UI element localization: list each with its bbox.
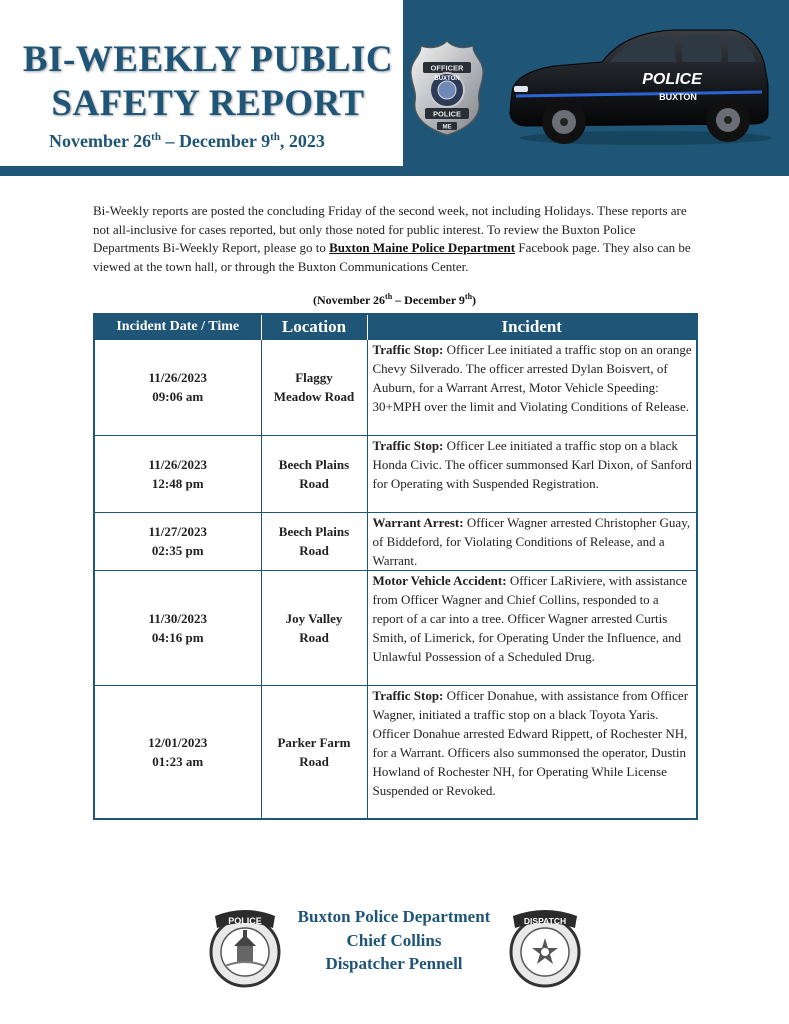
header-location: Location (261, 314, 367, 339)
incident-time: 04:16 pm (151, 629, 204, 645)
seal-left-label: POLICE (228, 916, 262, 926)
incident-datetime (94, 512, 261, 570)
location-line1: Joy Valley (285, 610, 343, 626)
incident-table (93, 313, 698, 820)
header-divider (0, 166, 789, 176)
period-year: , 2023 (279, 131, 325, 151)
incident-date: 12/01/2023 (148, 734, 208, 750)
incident-time: 02:35 pm (151, 543, 204, 558)
range-start: (November 26 (312, 293, 386, 307)
incident-date: 11/26/2023 (148, 456, 207, 472)
period-start: November 26 (49, 131, 152, 151)
incident-location (261, 435, 367, 512)
location-line1: Flaggy (295, 370, 333, 385)
incident-date: 11/27/2023 (148, 524, 207, 539)
location-line2: Road (299, 629, 329, 645)
table-row (94, 685, 697, 819)
incident-datetime (94, 435, 261, 512)
range-end: – December 9 (392, 293, 465, 307)
incident-location (261, 339, 367, 435)
report-header (0, 0, 789, 176)
incident-description (367, 570, 697, 685)
table-date-range (0, 293, 789, 308)
incident-time: 12:48 pm (151, 475, 204, 491)
footer-signature (280, 905, 508, 976)
report-title-line2: SAFETY REPORT (51, 83, 365, 124)
table-header-row (94, 314, 697, 339)
report-title (18, 38, 398, 126)
badge-text-police: POLICE (433, 109, 461, 119)
incident-time: 09:06 am (152, 389, 204, 404)
range-start-suffix: th (385, 292, 393, 301)
incident-type: Traffic Stop: (372, 341, 444, 357)
intro-text-before: Bi-Weekly reports are posted the concluding Friday of the second week, not including Holidays. These reports are not all-inclusive for cases reported, but only those noted for public interest. To review the Buxton Police Departments Bi-Weekly Report, please go to (93, 203, 687, 255)
incident-time: 01:23 am (152, 753, 204, 769)
incident-datetime (94, 339, 261, 435)
period-start-suffix: th (151, 131, 161, 143)
footer-department: Buxton Police Department (297, 907, 491, 926)
dispatch-seal-icon (507, 906, 583, 990)
police-seal-icon (207, 906, 283, 990)
incident-description (367, 435, 697, 512)
table-row (94, 512, 697, 570)
facebook-page-link[interactable]: Buxton Maine Police Department (329, 240, 516, 255)
range-close: ) (472, 293, 477, 307)
incident-location (261, 512, 367, 570)
footer-dispatcher: Dispatcher Pennell (325, 954, 463, 973)
incident-description (367, 685, 697, 819)
incident-location (261, 570, 367, 685)
incident-type: Warrant Arrest: (372, 514, 464, 530)
incident-location (261, 685, 367, 819)
incident-text: Officer Donahue, with assistance from Officer Wagner, initiated a traffic stop on a black Toyota Yaris. Officer Donahue arrested Edward Rippett, of Rochester NH, for a Warrant. Officers also summonsed the operator, Dustin Howland of Rochester NH, for Operating While License Suspended or Revoked. (372, 687, 689, 798)
report-title-line1: BI-WEEKLY PUBLIC (22, 39, 394, 80)
location-line1: Beech Plains (278, 456, 350, 472)
incident-text: Officer LaRiviere, with assistance from Officer Wagner and Chief Collins, responded to a report of a car into a tree. Officer Wagner arrested Curtis Smith, of Limerick, for Operating Under the Influence, and Unlawful Possession of a Scheduled Drug. (372, 572, 688, 664)
period-end-suffix: th (270, 131, 280, 143)
location-line1: Parker Farm (277, 734, 351, 750)
incident-text: Officer Wagner arrested Christopher Guay, of Biddeford, for Violating Conditions of Release, and a Warrant. (372, 514, 691, 568)
incident-description (367, 512, 697, 570)
location-line2: Road (299, 543, 329, 558)
incident-description (367, 339, 697, 435)
seal-right-label: DISPATCH (523, 916, 567, 926)
incident-date: 11/26/2023 (148, 370, 207, 385)
intro-paragraph (93, 202, 698, 276)
header-incident: Incident (367, 314, 697, 339)
incident-text: Officer Lee initiated a traffic stop on a black Honda Civic. The officer summonsed Karl Dixon, of Sanford for Operating with Suspended Registration. (372, 437, 692, 491)
period-end: – December 9 (160, 131, 271, 151)
table-row (94, 339, 697, 435)
intro-text-after: Facebook page. They also can be viewed at the town hall, or through the Buxton Communications Center. (93, 240, 691, 274)
footer-chief: Chief Collins (346, 930, 442, 950)
report-period (49, 131, 325, 152)
badge-text-state: ME (442, 124, 452, 131)
police-car-icon (506, 22, 774, 148)
table-row (94, 570, 697, 685)
police-badge-icon (407, 38, 487, 138)
location-line2: Road (299, 753, 329, 769)
car-town-text: BUXTON (659, 92, 697, 102)
badge-text-town: BUXTON (434, 76, 460, 82)
header-date-time: Incident Date / Time (94, 314, 261, 339)
badge-text-officer: OFFICER (430, 63, 464, 73)
location-line2: Meadow Road (273, 389, 355, 404)
incident-type: Traffic Stop: (372, 437, 444, 453)
range-end-suffix: th (464, 292, 473, 301)
location-line2: Road (299, 475, 329, 491)
incident-text: Officer Lee initiated a traffic stop on an orange Chevy Silverado. The officer arrested Dylan Boisvert, of Auburn, for a Warrant Arrest, Motor Vehicle Speeding: 30+MPH over the limit and Violating Conditions of Release. (372, 341, 692, 414)
incident-datetime (94, 685, 261, 819)
table-row (94, 435, 697, 512)
car-door-text: POLICE (642, 71, 702, 88)
incident-type: Motor Vehicle Accident: (372, 572, 507, 588)
location-line1: Beech Plains (278, 524, 350, 539)
incident-datetime (94, 570, 261, 685)
incident-date: 11/30/2023 (148, 610, 207, 626)
incident-type: Traffic Stop: (372, 687, 444, 703)
